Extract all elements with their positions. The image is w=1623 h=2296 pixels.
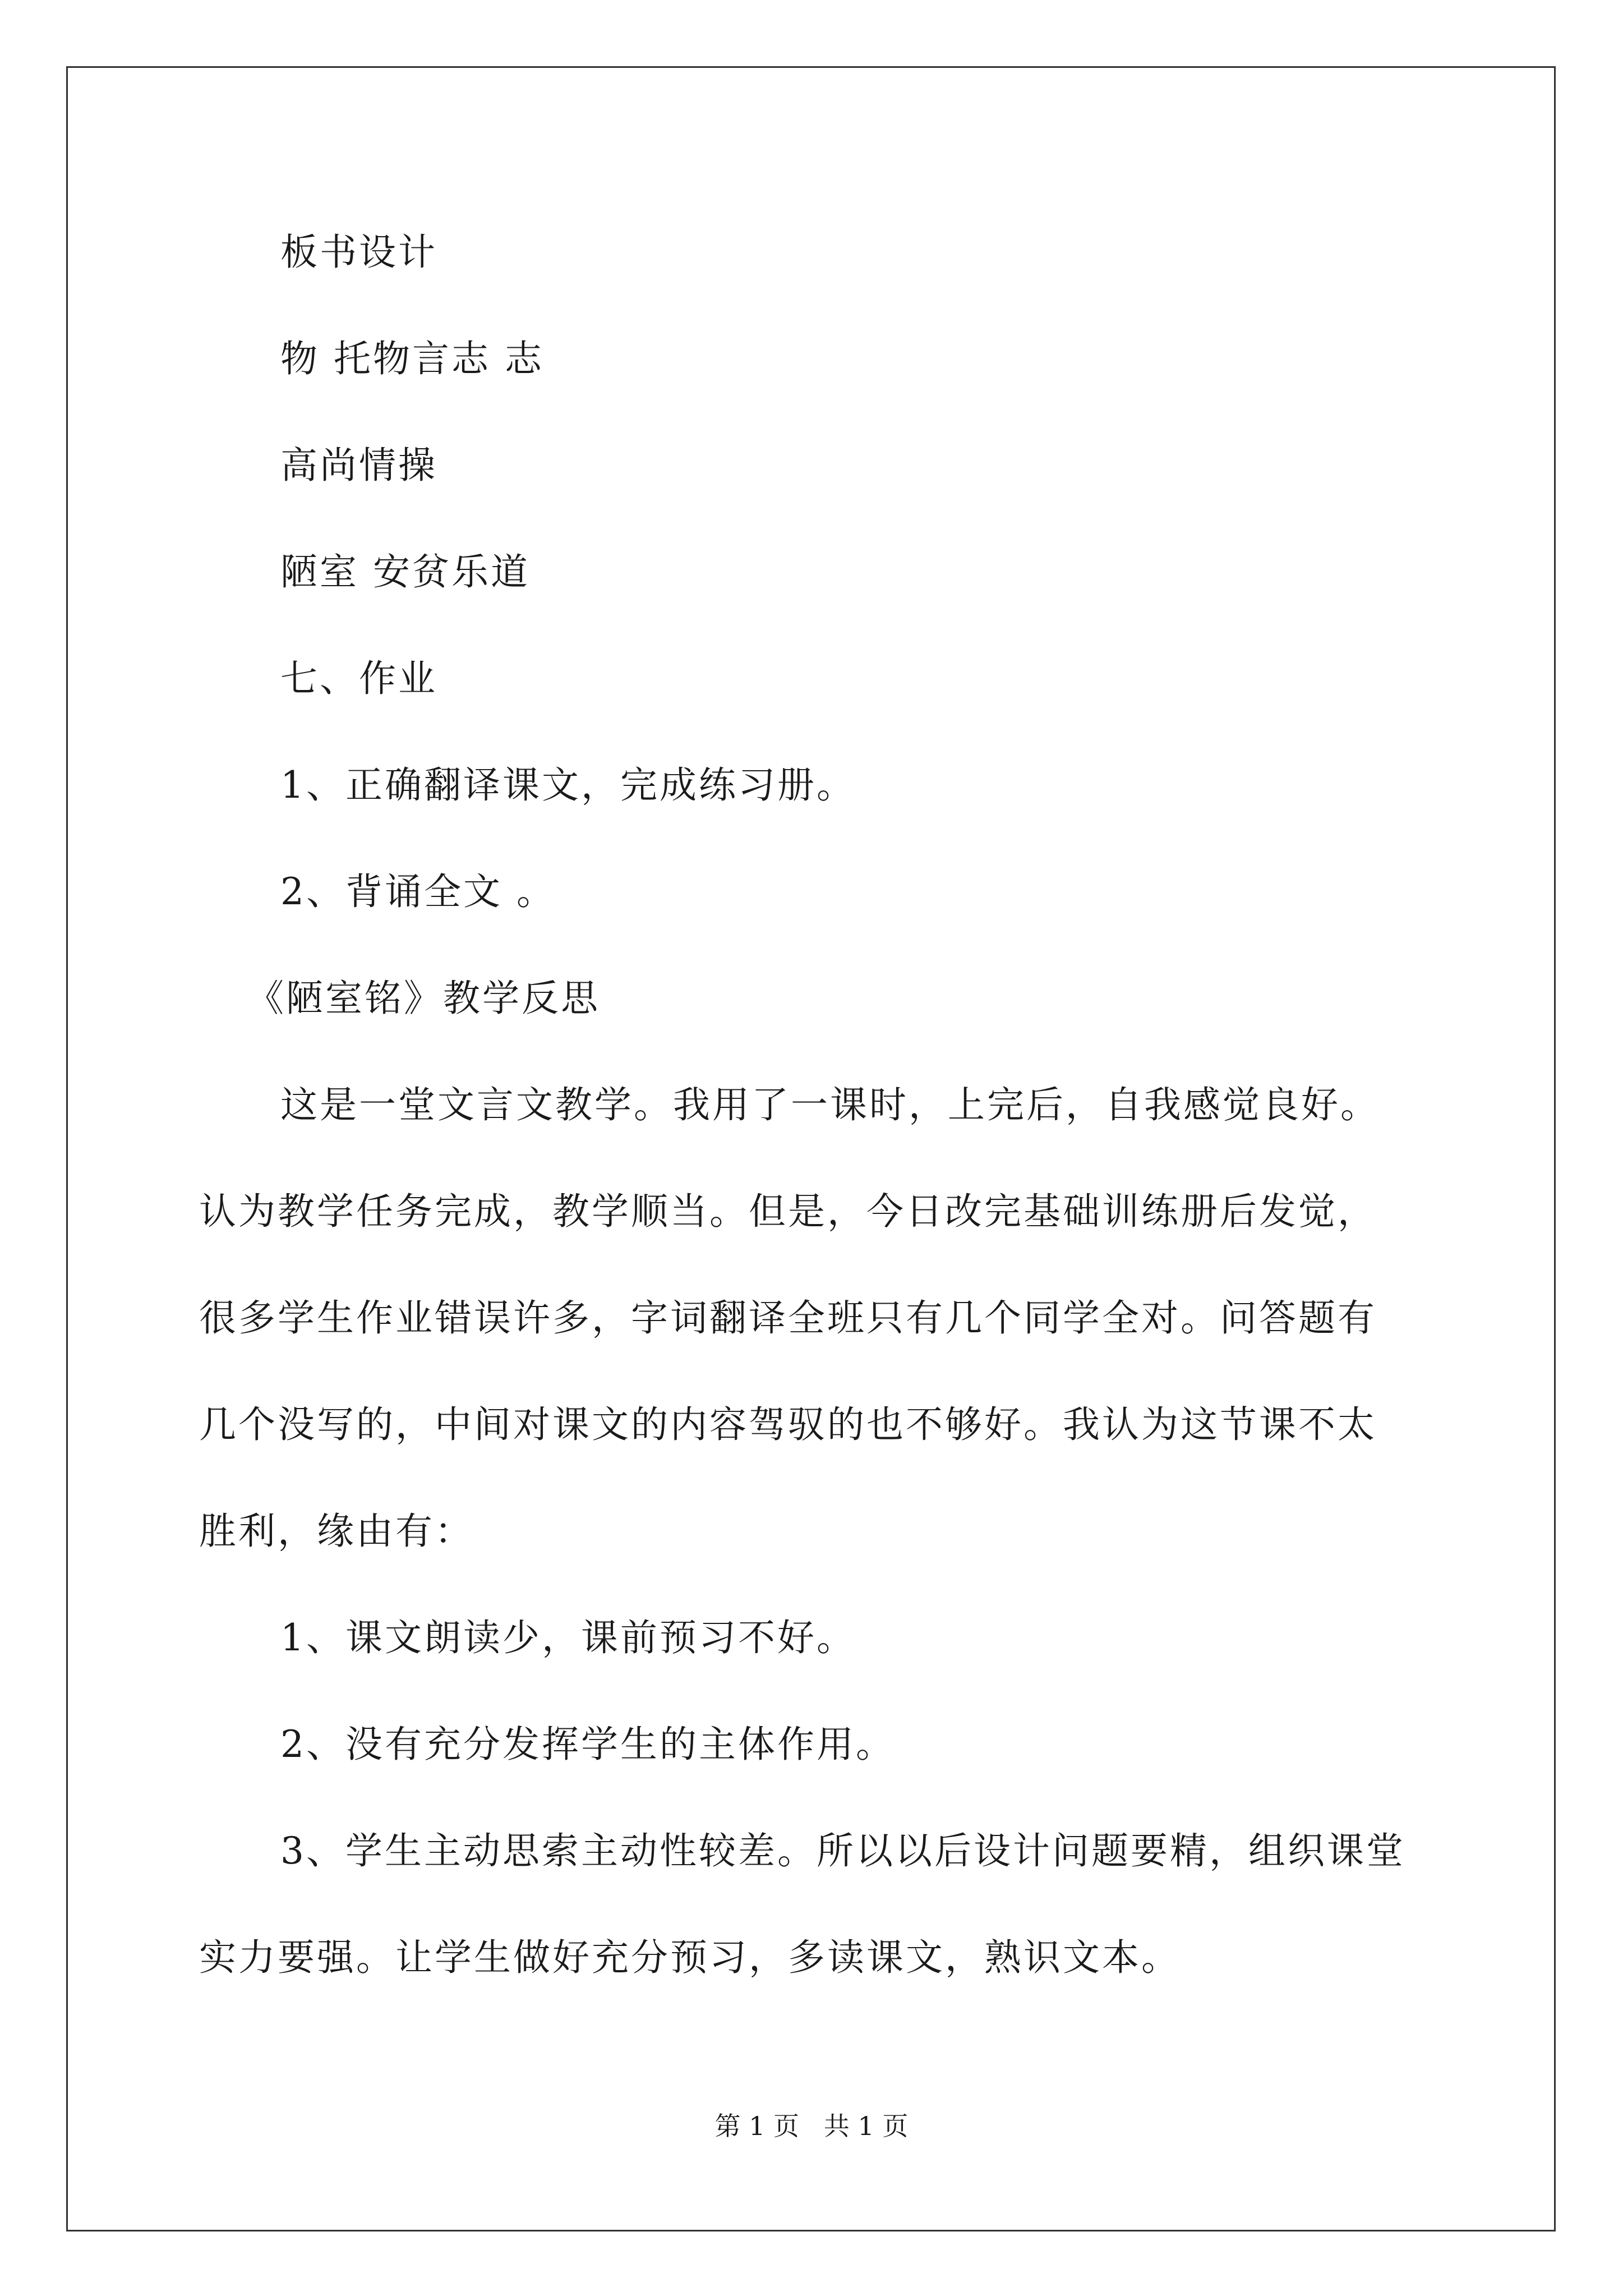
paragraph-line: 认为教学任务完成，教学顺当。但是，今日改完基础训练册后发觉，: [199, 1190, 1377, 1233]
paragraph-line: 几个没写的，中间对课文的内容驾驭的也不够好。我认为这节课不太: [199, 1403, 1377, 1446]
text-line: 1、课文朗读少，课前预习不好。: [280, 1616, 856, 1659]
text-line: 2、没有充分发挥学生的主体作用。: [280, 1723, 895, 1766]
text-line: 物 托物言志 志: [280, 337, 544, 380]
paragraph-line: 胜利，缘由有：: [199, 1510, 474, 1553]
text-line: 高尚情操: [280, 444, 437, 487]
section-heading: 七、作业: [280, 657, 437, 700]
text-line: 1、正确翻译课文，完成练习册。: [280, 763, 856, 807]
text-line: 2、背诵全文 。: [280, 870, 556, 913]
paragraph-line: 3、学生主动思索主动性较差。所以以后设计问题要精，组织课堂: [280, 1829, 1405, 1872]
section-heading: 《陋室铭》教学反思: [247, 977, 600, 1020]
text-line: 陋室 安贫乐道: [280, 550, 530, 593]
text-line: 板书设计: [280, 231, 437, 274]
page-number-footer: 第 1 页 共 1 页: [714, 2111, 909, 2141]
paragraph-line: 实力要强。让学生做好充分预习，多读课文，熟识文本。: [199, 1936, 1181, 1979]
paragraph-line: 这是一堂文言文教学。我用了一课时，上完后，自我感觉良好。: [280, 1083, 1380, 1126]
page-border: [66, 66, 1556, 2231]
paragraph-line: 很多学生作业错误许多，字词翻译全班只有几个同学全对。问答题有: [199, 1296, 1377, 1340]
